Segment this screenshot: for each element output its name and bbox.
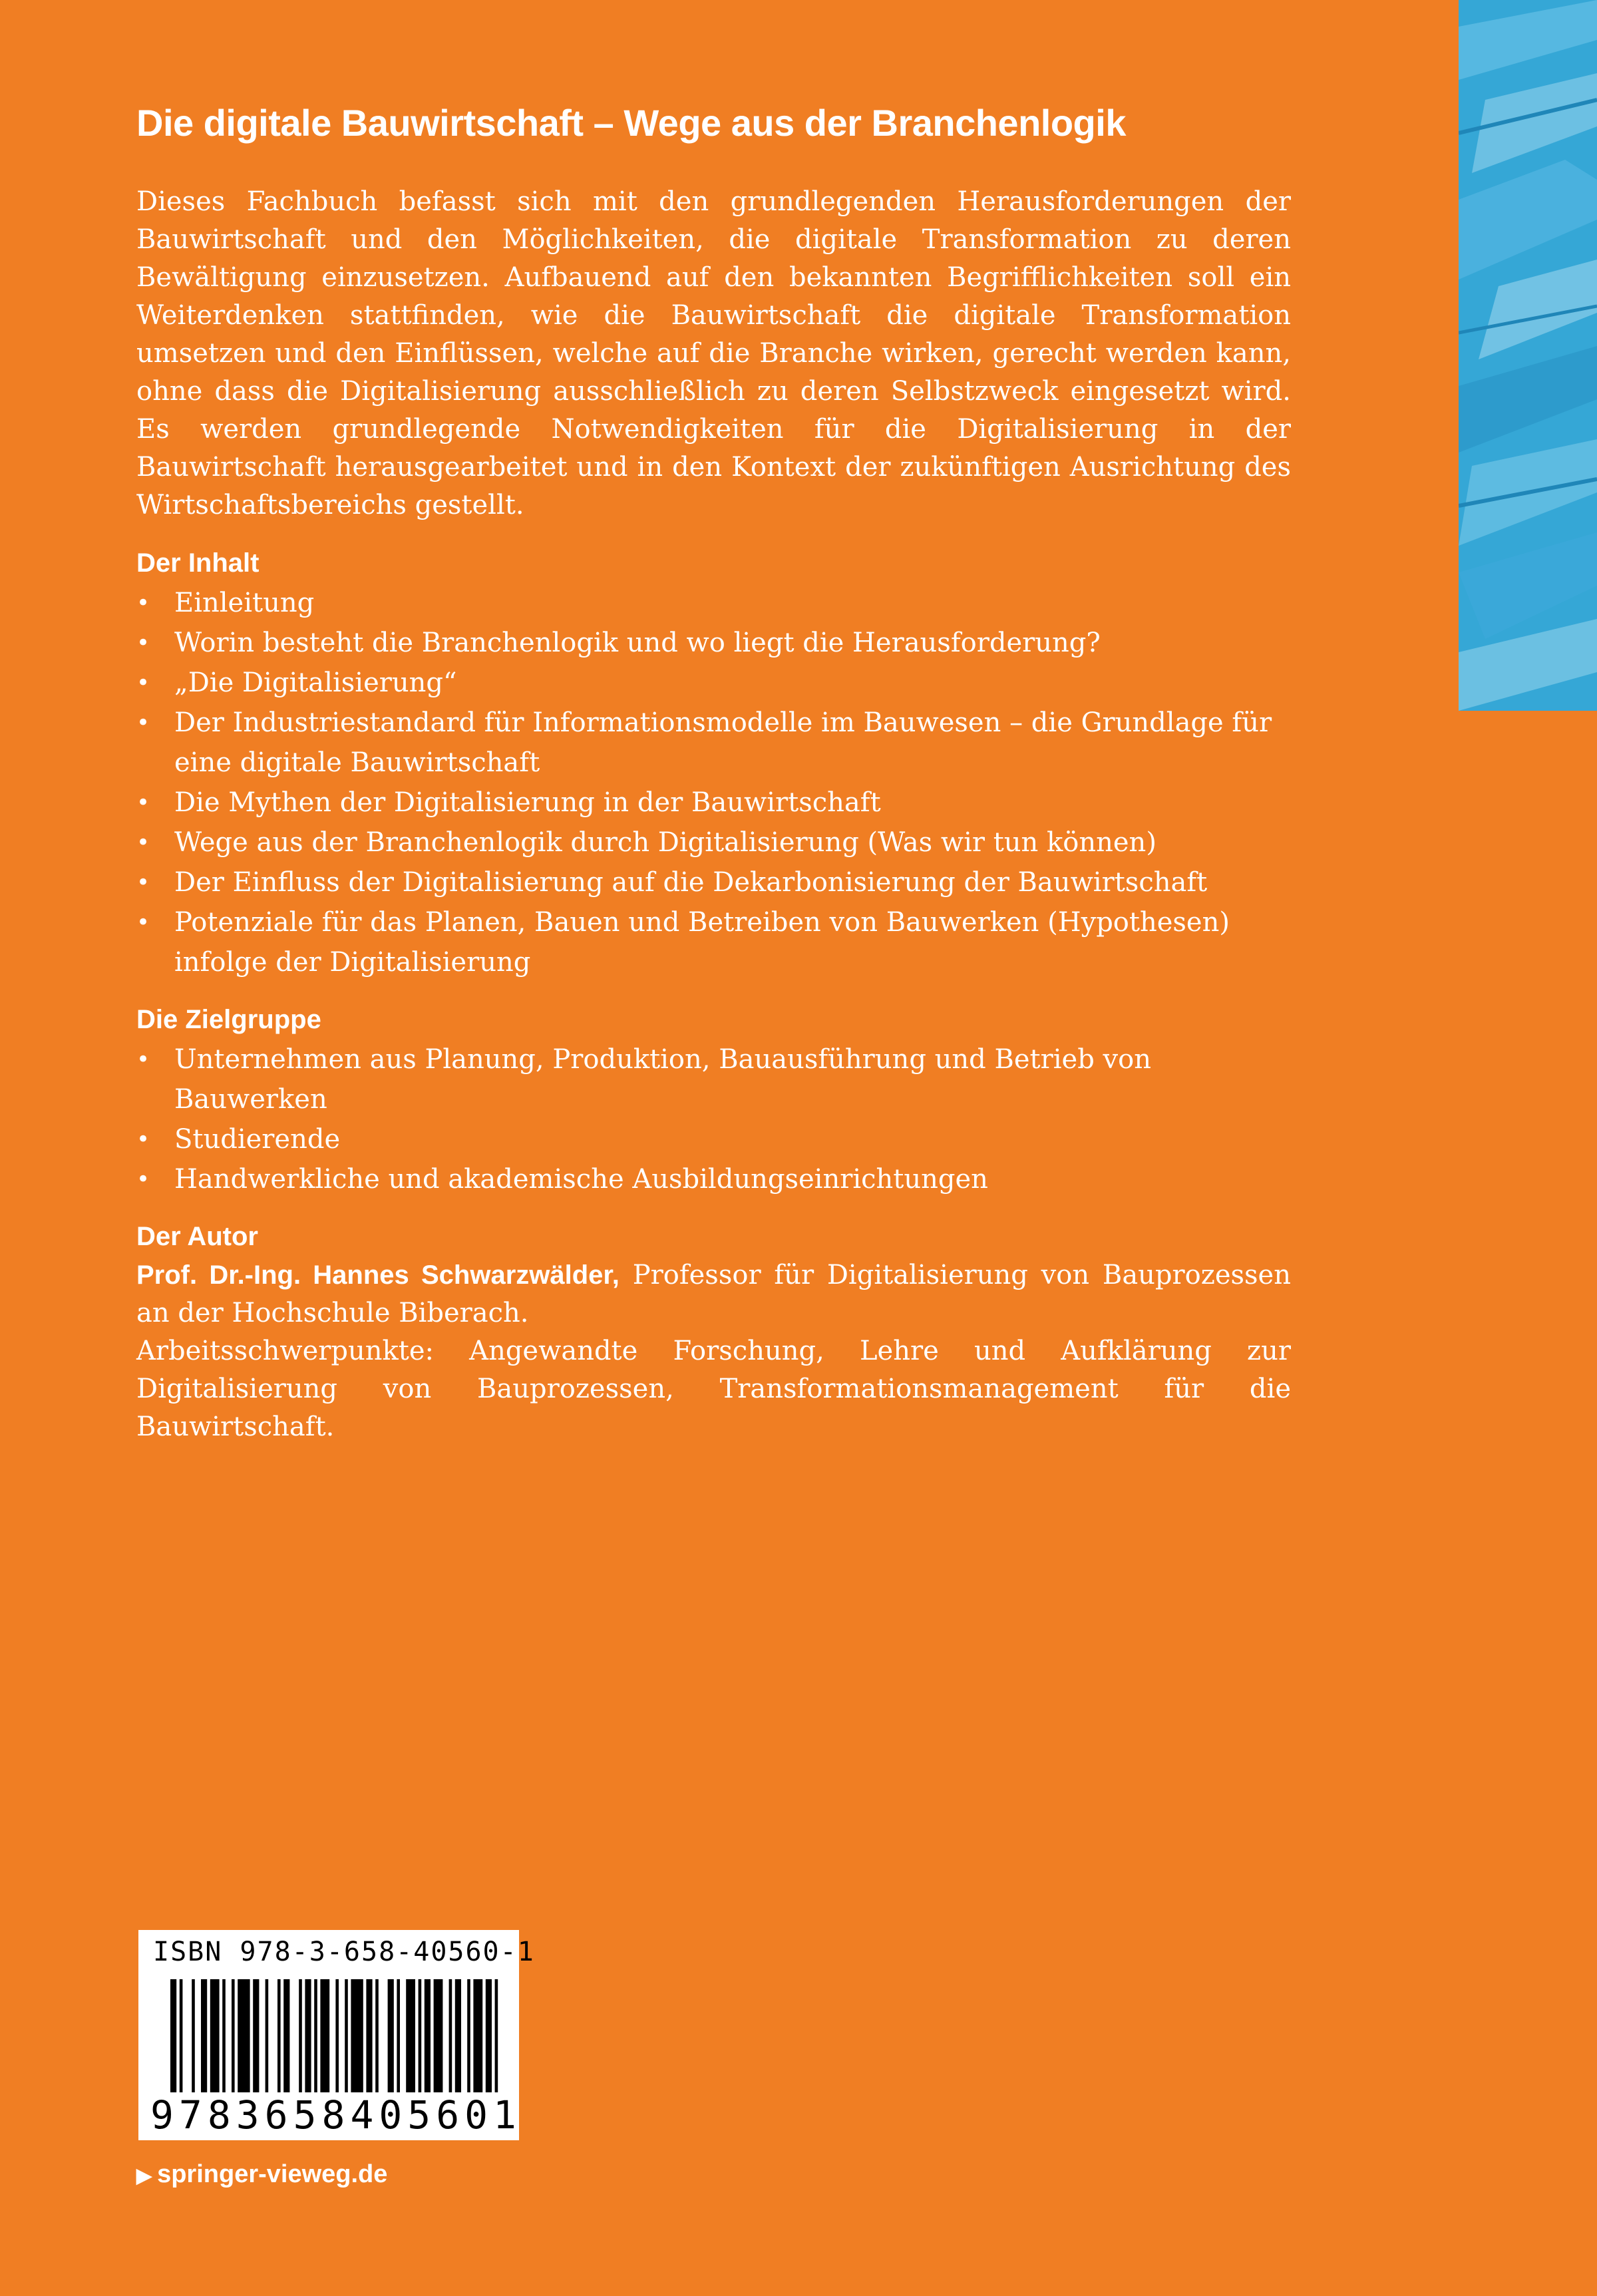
author-name: Prof. Dr.-Ing. Hannes Schwarzwälder,	[136, 1260, 620, 1290]
barcode	[170, 1979, 503, 2092]
book-title: Die digitale Bauwirtschaft – Wege aus der Branchenlogik	[136, 102, 1126, 144]
autor-heading: Der Autor	[136, 1222, 258, 1251]
list-item: • Worin besteht die Branchenlogik und wo liegt die Herausforderung?	[136, 623, 1291, 663]
barcode-bar	[486, 1979, 492, 2092]
author-focus: Arbeitsschwerpunkte: Angewandte Forschung, Lehre und Aufklärung zur Digitalisierung von Bauprozessen, Transformationsmanagement für die Bauwirtschaft.	[136, 1336, 1291, 1442]
barcode-bar	[266, 1979, 269, 2092]
blue-abstract-shapes	[1459, 0, 1597, 711]
barcode-bar	[495, 1979, 498, 2092]
barcode-bar	[397, 1979, 400, 2092]
list-item: • Studierende	[136, 1119, 1291, 1159]
ean-first-digit: 9	[150, 2092, 179, 2138]
isbn-barcode-box	[138, 1930, 535, 2140]
barcode-bar	[201, 1979, 207, 2092]
barcode-bar	[277, 1979, 281, 2092]
barcode-bar	[320, 1979, 329, 2092]
publisher-link[interactable]	[136, 2160, 387, 2189]
ean-left-group: 783658	[178, 2092, 351, 2138]
barcode-bar	[419, 1979, 422, 2092]
inhalt-list	[136, 583, 1291, 982]
author-description	[136, 1256, 1291, 1332]
barcode-bar	[283, 1979, 289, 2092]
barcode-bar	[425, 1979, 431, 2092]
ean-right-group: 405601	[350, 2092, 522, 2138]
barcode-bar	[238, 1979, 250, 2092]
list-item: • Der Industriestandard für Informationsmodelle im Bauwesen – die Grundlage für eine digitale Bauwirtschaft	[136, 703, 1291, 783]
barcode-bar	[170, 1979, 176, 2092]
barcode-bar	[351, 1979, 363, 2092]
author-bio: Professor für Digitalisierung von Bauprozessen an der Hochschule Biberach.	[136, 1260, 1291, 1328]
barcode-bar	[467, 1979, 470, 2092]
zielgruppe-heading: Die Zielgruppe	[136, 1005, 321, 1034]
publisher-url: springer-vieweg.de	[157, 2160, 388, 2188]
barcode-bar	[366, 1979, 372, 2092]
list-item: • Wege aus der Branchenlogik durch Digitalisierung (Was wir tun können)	[136, 823, 1291, 862]
barcode-bar	[473, 1979, 482, 2092]
list-item: • Unternehmen aus Planung, Produktion, Bauausführung und Betrieb von Bauwerken	[136, 1040, 1291, 1119]
list-item: • Der Einfluss der Digitalisierung auf die Dekarbonisierung der Bauwirtschaft	[136, 862, 1291, 902]
barcode-bar	[388, 1979, 394, 2092]
barcode-bar	[305, 1979, 311, 2092]
list-item: • Handwerkliche und akademische Ausbildungseinrichtungen	[136, 1159, 1291, 1199]
isbn-label: ISBN 978-3-658-40560-1	[153, 1937, 535, 1967]
barcode-bar	[335, 1979, 339, 2092]
triangle-right-icon: ▶	[136, 2165, 152, 2187]
barcode-bar	[299, 1979, 302, 2092]
cover-decoration-image	[1459, 0, 1597, 711]
barcode-bar	[210, 1979, 220, 2092]
barcode-bar	[449, 1979, 452, 2092]
list-item: • „Die Digitalisierung“	[136, 663, 1291, 703]
list-item: • Die Mythen der Digitalisierung in der Bauwirtschaft	[136, 783, 1291, 823]
barcode-bar	[192, 1979, 195, 2092]
barcode-bar	[434, 1979, 443, 2092]
barcode-bar	[180, 1979, 183, 2092]
barcode-bar	[222, 1979, 226, 2092]
intro-paragraph: Dieses Fachbuch befasst sich mit den grundlegenden Herausforderungen der Bauwirtschaft und den Möglichkeiten, die digitale Transformation zu deren Bewältigung einzusetzen. Aufbauend auf den bekannten Begrifflichkeiten soll ein Weiterdenken stattfinden, wie die Bauwirtschaft die digitale Transformation umsetzen und den Einflüssen, welche auf die Branche wirken, gerecht werden kann, ohne dass die Digitalisierung ausschließlich zu deren Selbstzweck eingesetzt wird. Es werden grundlegende Notwendigkeiten für die Digitalisierung in der Bauwirtschaft herausgearbeitet und in den Kontext der zukünftigen Ausrichtung des Wirtschaftsbereichs gestellt.	[136, 186, 1291, 520]
list-item: • Potenziale für das Planen, Bauen und Betreiben von Bauwerken (Hypothesen) infolge der Digitalisierung	[136, 902, 1291, 982]
zielgruppe-list	[136, 1040, 1291, 1199]
barcode-bar	[314, 1979, 317, 2092]
barcode-bar	[345, 1979, 348, 2092]
ean-number	[150, 2092, 522, 2138]
inhalt-heading: Der Inhalt	[136, 548, 260, 578]
back-cover-content	[136, 100, 1291, 1446]
barcode-bar	[375, 1979, 379, 2092]
barcode-bar	[253, 1979, 259, 2092]
barcode-bar	[406, 1979, 415, 2092]
list-item: • Einleitung	[136, 583, 1291, 623]
barcode-bar	[232, 1979, 235, 2092]
barcode-bar	[455, 1979, 461, 2092]
